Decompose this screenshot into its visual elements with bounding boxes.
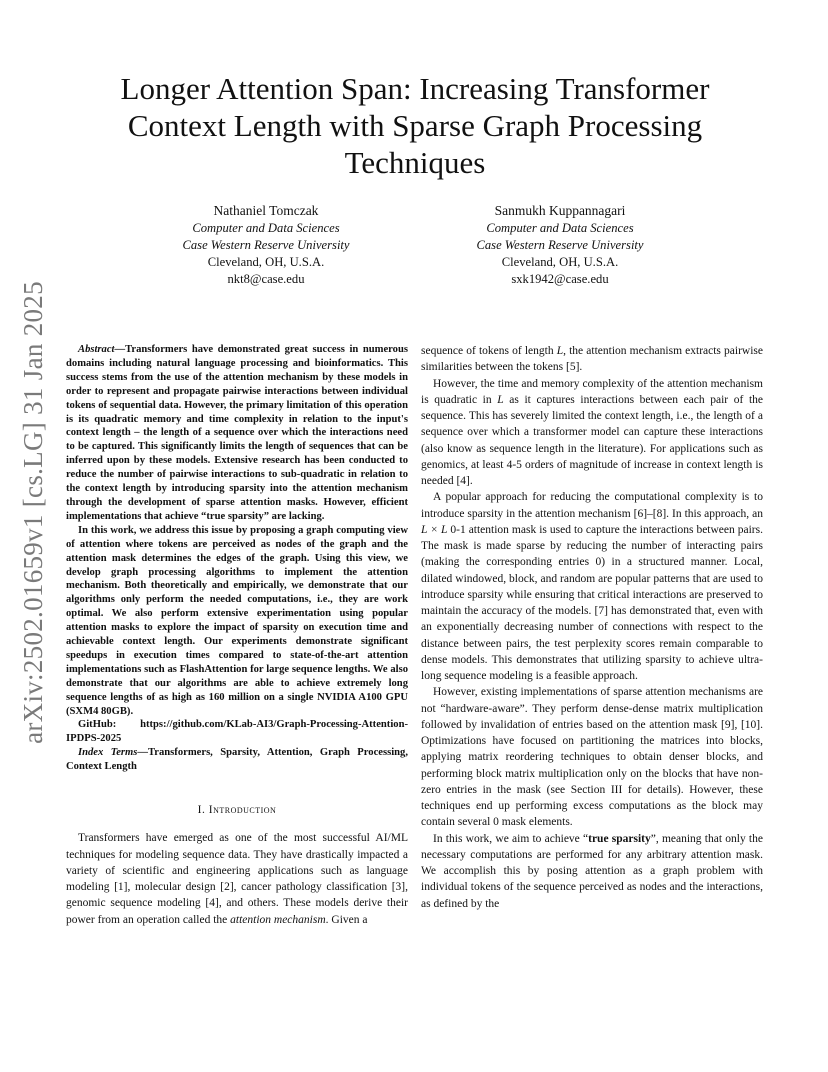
- intro-paragraph-1-cont: sequence of tokens of length L, the attention mechanism extracts pairwise similarities between the tokens [5].: [421, 345, 763, 374]
- github-line: [66, 718, 408, 746]
- author-email: sxk1942@case.edu: [511, 272, 609, 286]
- abstract-paragraph-2: In this work, we address this issue by proposing a graph computing view of attention where tokens are perceived as nodes of the graph and the attention mask determines the edges of the graph. Using this view, we develop graph processing algorithms to implement the attention mechanism. Both theoretically and empirically, we demonstrate that our algorithms only perform the needed computations, i.e., they are work optimal. We also perform extensive experimentation using popular attention masks to explore the impact of sparsity on execution time and achievable context length. Our experiments demonstrate significant speedups in execution times compared to state-of-the-art attention implementations such as FlashAttention for large sequence lengths. We also demonstrate that our algorithms are able to achieve extremely long sequence lengths of as high as 160 million on a single NVIDIA A100 GPU (SXM4 80GB).: [66, 524, 408, 717]
- intro-paragraph-5: In this work, we aim to achieve “true sparsity”, meaning that only the necessary computations are performed for any arbitrary attention mask. We accomplish this by posing attention as a graph problem with individual tokens of the sequence perceived as nodes and the interactions, as defined by the: [421, 832, 763, 910]
- index-terms: Index Terms—Transformers, Sparsity, Attention, Graph Processing, Context Length: [66, 747, 408, 773]
- abstract-paragraph-1: Abstract—Transformers have demonstrated great success in numerous domains including natural language processing and bioinformatics. This success stems from the use of the attention mechanism by these models in order to represent and propagate pairwise interactions between individual tokens of sequential data. However, the primary limitation of this operation is its quadratic memory and time complexity in relation to the input's context length – the length of a sequence over which the interactions need to be captured. This significantly limits the length of sequences that can be inferred upon by these models. Extensive research has been conducted to reduce the number of pairwise interactions to sub-quadratic in relation to the context length by introducing sparsity into the attention mechanism through the development of sparse attention masks. However, efficient implementations that achieve “true sparsity” are lacking.: [66, 344, 408, 522]
- intro-paragraph-4: However, existing implementations of sparse attention mechanisms are not “hardware-aware”. They perform dense-dense matrix multiplication followed by invalidation of entries based on the attention mask [9], [10]. Optimizations have focused on partitioning the matrices into blocks, applying matrix reordering techniques to obtain denser blocks, and performing block matrix multiplication only on the blocks that have non-zero entries in the mask (see Section III for details). However, these techniques end up performing excess computations as the block may contain several 0 mask elements.: [421, 686, 763, 829]
- arxiv-identifier: [10, 264, 56, 760]
- right-column: [421, 343, 763, 912]
- author-name: Sanmukh Kuppannagari: [494, 203, 626, 218]
- author-location: Cleveland, OH, U.S.A.: [207, 255, 325, 269]
- author-location: Cleveland, OH, U.S.A.: [501, 255, 619, 269]
- author-university: Case Western Reserve University: [182, 238, 350, 252]
- paper-title: Longer Attention Span: Increasing Transformer Context Length with Sparse Graph Processing Techniques: [120, 71, 710, 180]
- intro-paragraph-2: However, the time and memory complexity of the attention mechanism is quadratic in L as it captures interactions between each pair of the sequence. This has severely limited the context length, i.e., the length of a sequence over which a transformer model can capture these interactions (also know as sequence length in the literature). For applications such as genomics, at least 4-5 orders of magnitude of increase in context length is needed [4].: [421, 377, 763, 487]
- author-block-2: [430, 202, 690, 288]
- author-email: nkt8@case.edu: [227, 272, 305, 286]
- intro-paragraph-3: A popular approach for reducing the computational complexity is to introduce sparsity in the attention mechanism [6]–[8]. In this approach, an L × L 0-1 attention mask is used to capture the interactions between pairs. The mask is made sparse by reducing the number of interacting pairs (making the corresponding entries 0) in a structured manner. Local, dilated windowed, block, and random are popular patterns that are used to introduce sparsity while ensuring that critical interactions are preserved to maintain the accuracy of the models. [7] has demonstrated that, even with an exponentially decreasing number of connections with respect to the distance between pairs, the test perplexity scores remain comparable to dense models. This demonstrates that utilizing sparsity to achieve ultra-long sequence modeling is a feasible approach.: [421, 491, 763, 682]
- author-name: Nathaniel Tomczak: [213, 203, 319, 218]
- author-university: Case Western Reserve University: [476, 238, 644, 252]
- author-department: Computer and Data Sciences: [486, 221, 634, 235]
- arxiv-id-text: arXiv:2502.01659v1 [cs.LG] 31 Jan 2025: [17, 280, 48, 744]
- index-terms-label: Index Terms: [78, 747, 138, 759]
- author-department: Computer and Data Sciences: [192, 221, 340, 235]
- github-label: GitHub:: [78, 719, 117, 731]
- intro-paragraph-1: Transformers have emerged as one of the most successful AI/ML techniques for modeling sequence data. They have drastically impacted a variety of scientific and engineering applications such as language modeling [1], molecular design [2], cancer pathology classification [3], genomic sequence modeling [4], and others. These models derive their power from an operation called the attention mechanism. Given a: [66, 832, 408, 926]
- section-heading-introduction: I. Introduction: [197, 804, 277, 817]
- left-column: [66, 343, 408, 928]
- github-link[interactable]: https://github.com/KLab-AI3/Graph-Processing-Attention-IPDPS-2025: [66, 719, 408, 745]
- abstract-label: Abstract: [78, 344, 115, 355]
- author-block-1: [136, 202, 396, 288]
